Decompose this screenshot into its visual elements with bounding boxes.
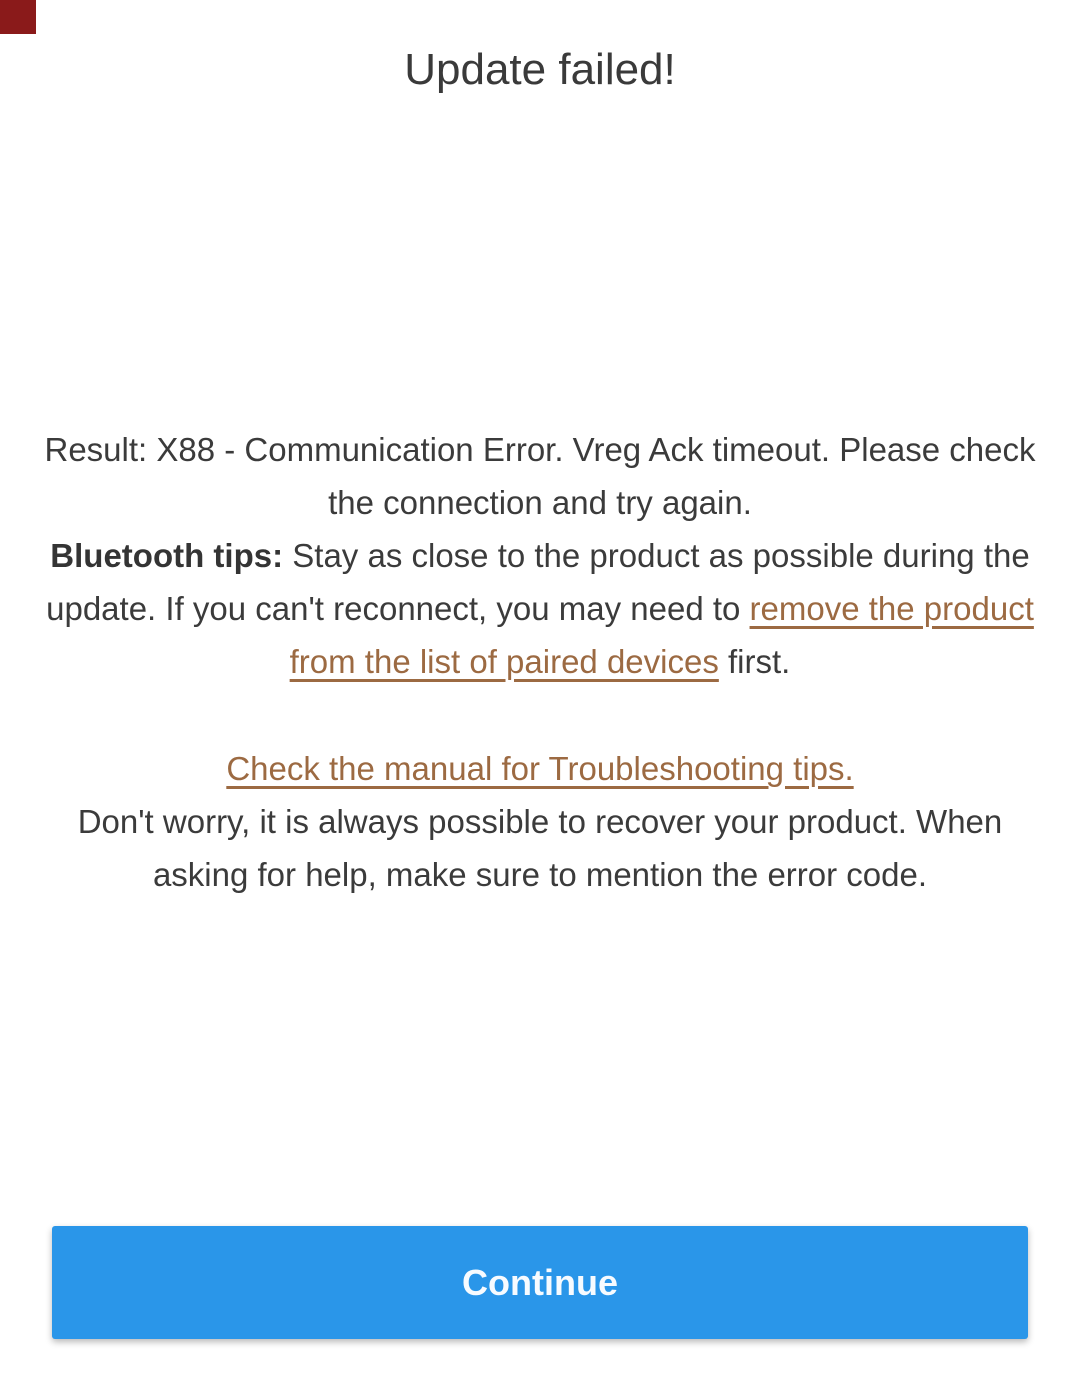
troubleshooting-manual-link[interactable]: Check the manual for Troubleshooting tips. <box>226 750 854 787</box>
after-link-text: first. <box>718 643 791 680</box>
continue-button[interactable]: Continue <box>52 1226 1028 1339</box>
page-title: Update failed! <box>404 45 676 94</box>
error-message-block <box>36 423 1044 901</box>
manual-link-paragraph <box>36 742 1044 795</box>
corner-marker <box>0 0 36 34</box>
remove-paired-devices-link[interactable]: remove the product from the list of paired devices <box>289 590 1034 680</box>
recovery-note: Don't worry, it is always possible to recover your product. When asking for help, make sure to mention the error code. <box>77 803 1003 893</box>
error-paragraph <box>36 423 1044 688</box>
bluetooth-tips-label: Bluetooth tips: <box>50 537 284 574</box>
result-text: Result: X88 - Communication Error. Vreg Ack timeout. Please check the connection and try again. <box>44 431 1036 521</box>
bluetooth-tips-text: Stay as close to the product as possible during the update. If you can't reconnect, you may need to <box>46 537 1030 627</box>
